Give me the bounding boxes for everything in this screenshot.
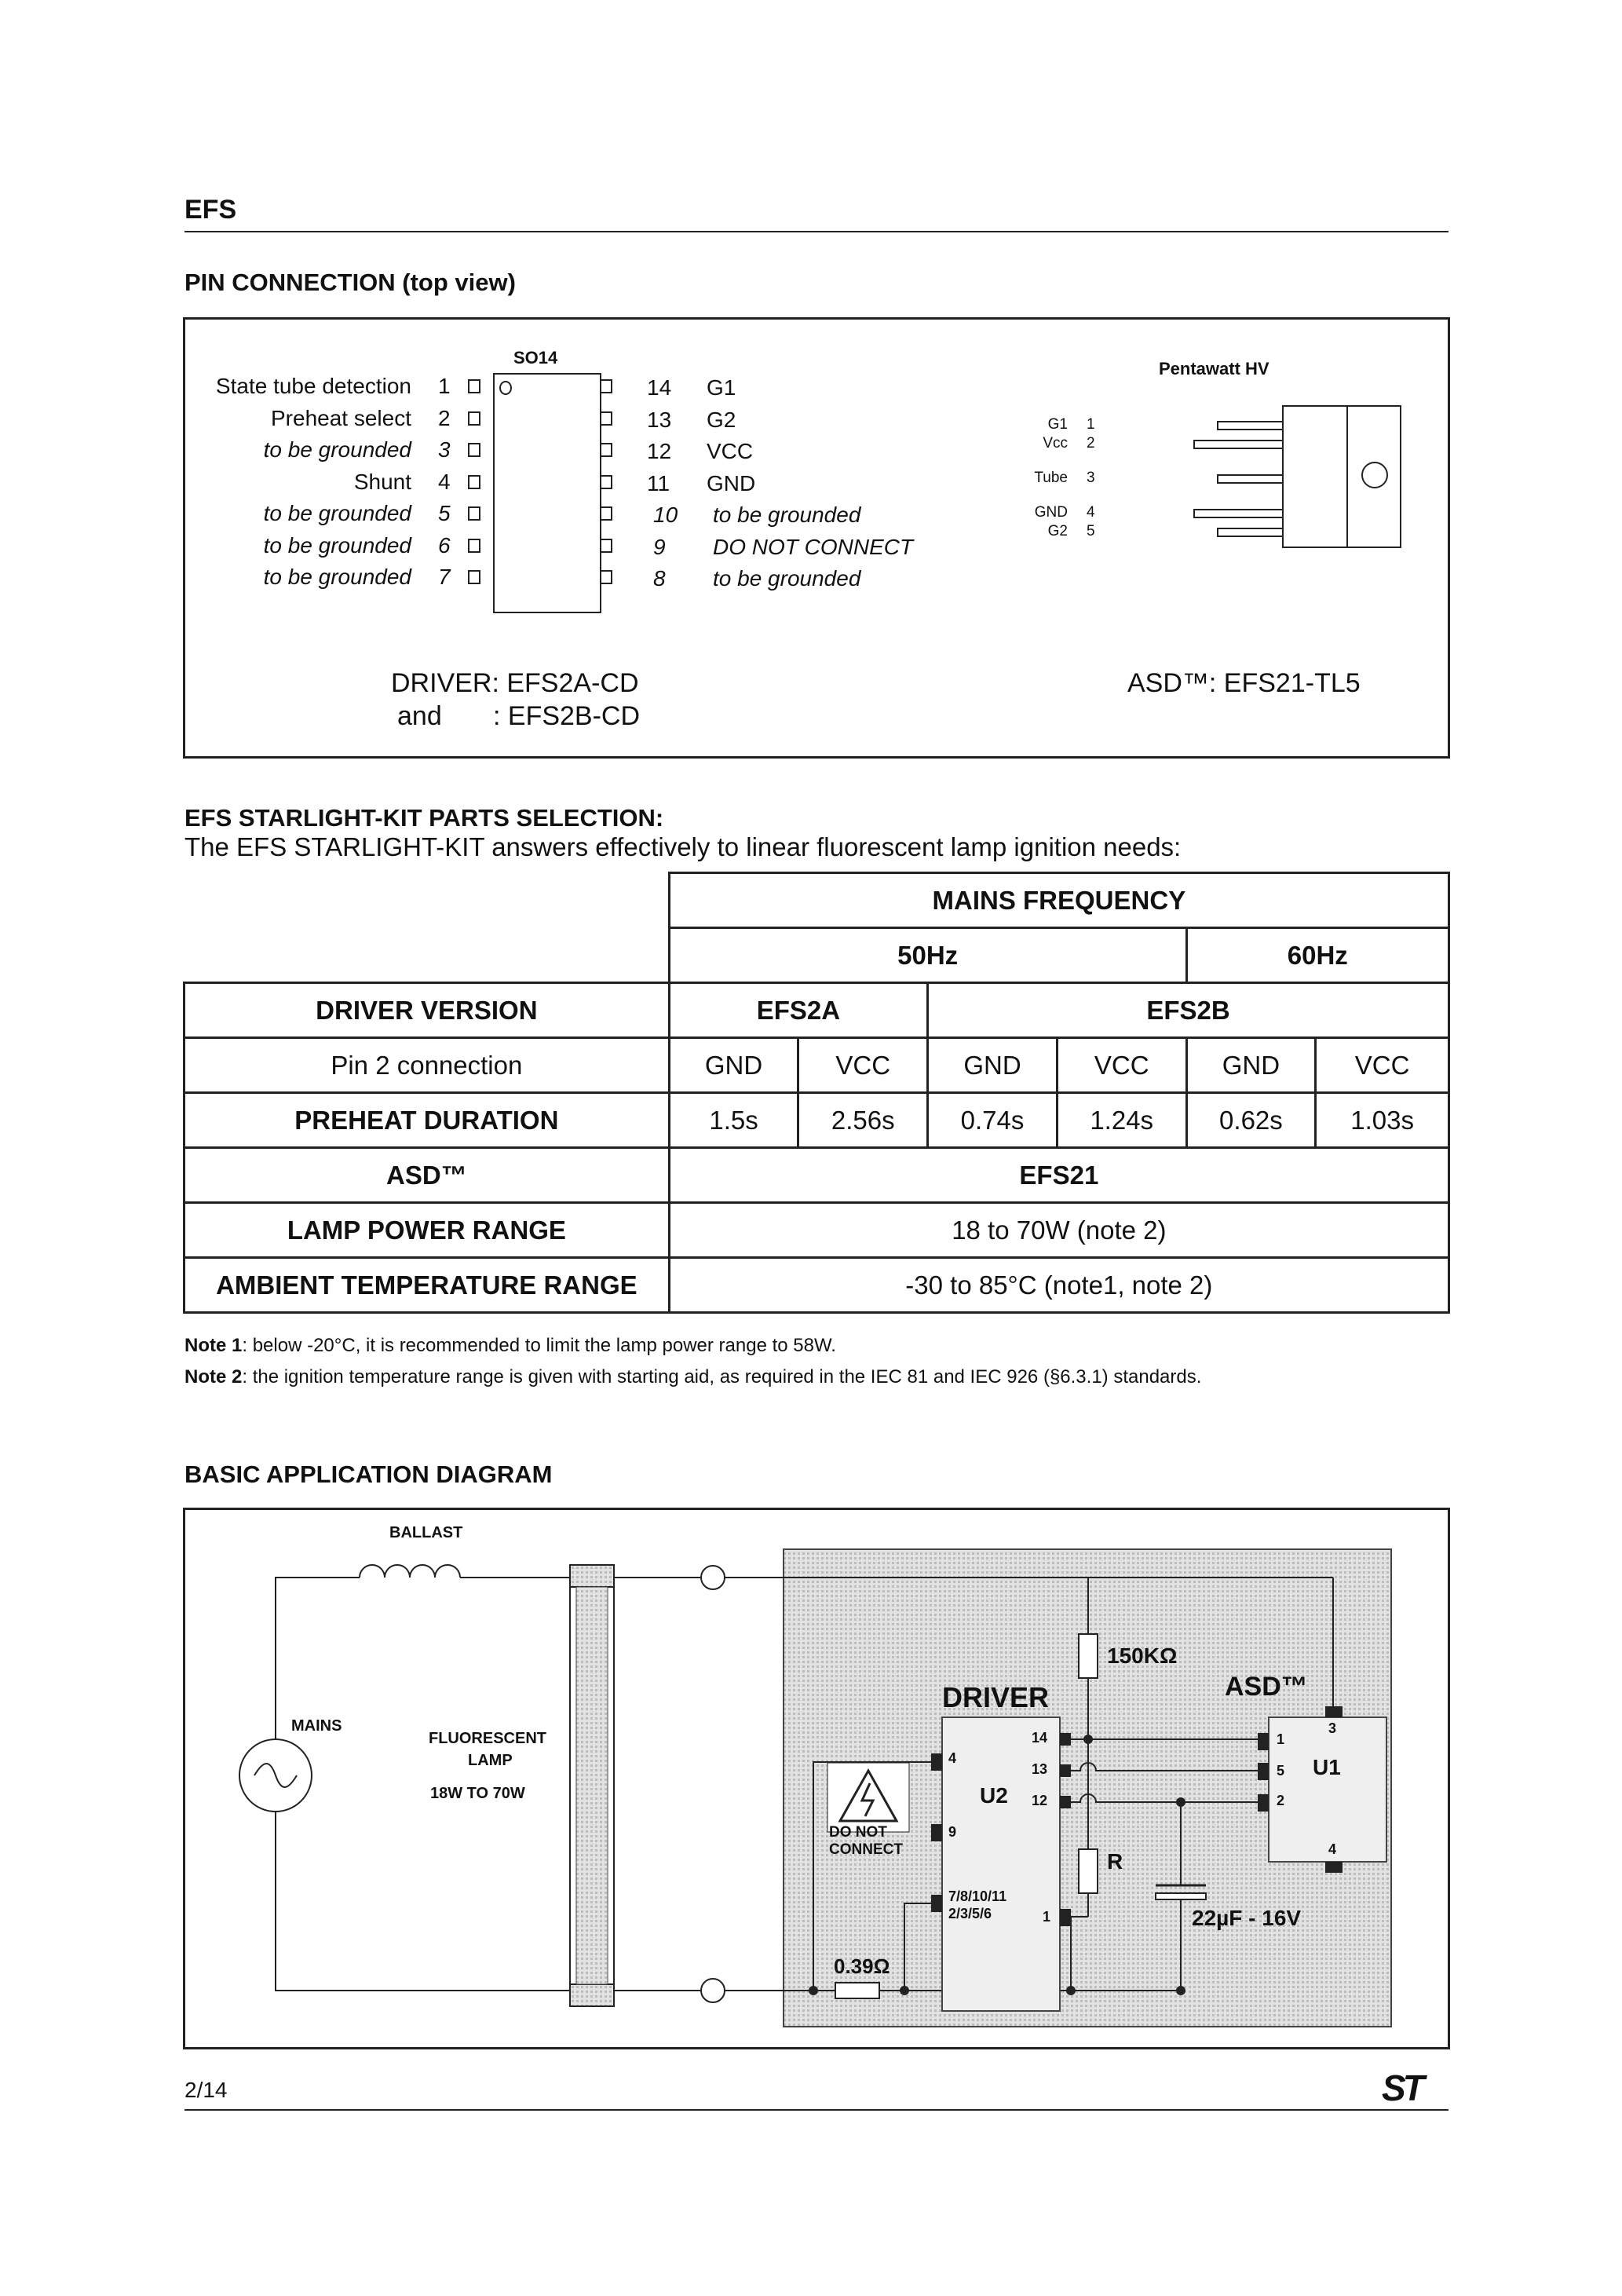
- so14-pin-lead: [600, 379, 612, 393]
- mains-label: MAINS: [291, 1717, 342, 1735]
- so14-left-pin-number: 6: [438, 532, 451, 558]
- so14-right-pin-label: GND: [707, 470, 756, 495]
- note-2: [184, 1366, 1201, 1388]
- so14-pin-lead: [600, 539, 612, 553]
- pentawatt-pin-number: 4: [1087, 504, 1095, 521]
- so14-right-pin-number: 9: [653, 534, 666, 559]
- so14-label: SO14: [513, 348, 558, 367]
- note-2-text: : the ignition temperature range is given with starting aid, as required in the IEC 81 and IEC 926 (§6.3.1) standards.: [242, 1366, 1202, 1387]
- lamp-label-3: 18W TO 70W: [430, 1785, 525, 1802]
- table-row: [184, 1203, 1449, 1258]
- pentawatt-pin-label: G2: [1047, 523, 1068, 539]
- pin2-value: VCC: [1316, 1038, 1449, 1093]
- so14-left-pin-number: 1: [438, 374, 451, 398]
- so14-right-pin-label: G1: [707, 375, 736, 400]
- table-row: [184, 873, 1449, 928]
- parts-intro: The EFS STARLIGHT-KIT answers effectively to linear fluorescent lamp ignition needs:: [184, 832, 1182, 861]
- asd-label: ASD™: [1225, 1672, 1308, 1702]
- table-row: [184, 1258, 1449, 1313]
- note-1: [184, 1335, 836, 1357]
- so14-left-pin-number: 7: [438, 565, 451, 589]
- driver-pin-12: 12: [1032, 1793, 1048, 1808]
- so14-right-pin-label: G2: [707, 407, 736, 432]
- shunt-resistor-label: 0.39Ω: [834, 1954, 890, 1978]
- ambient-temp-value: -30 to 85°C (note1, note 2): [669, 1258, 1448, 1313]
- driver-version-label: DRIVER VERSION: [184, 983, 670, 1038]
- lamp-power-value: 18 to 70W (note 2): [669, 1203, 1448, 1258]
- preheat-value: 2.56s: [798, 1093, 928, 1148]
- mains-frequency-header: MAINS FREQUENCY: [669, 873, 1448, 928]
- so14-right-pin-number: 12: [647, 439, 672, 463]
- asd-row-label: ASD™: [184, 1148, 670, 1203]
- lamp-power-label: LAMP POWER RANGE: [184, 1203, 670, 1258]
- driver-pin-1: 1: [1043, 1909, 1051, 1925]
- so14-pin-lead: [600, 443, 612, 457]
- lamp-label-1: FLUORESCENT: [429, 1730, 546, 1747]
- resistor-r-label: R: [1107, 1849, 1123, 1874]
- so14-pin-lead: [468, 443, 480, 457]
- asd-pin-5: 5: [1277, 1763, 1285, 1779]
- diagram-box: [183, 1508, 1450, 2049]
- so14-pin-lead: [600, 570, 612, 584]
- so14-left-pin-label: Preheat select: [271, 405, 411, 430]
- asd-pin-2: 2: [1277, 1793, 1285, 1808]
- preheat-value: 1.24s: [1057, 1093, 1186, 1148]
- page-number: 2/14: [184, 2078, 228, 2102]
- table-row: [184, 1148, 1449, 1203]
- so14-left-pin-number: 2: [438, 405, 451, 430]
- pin-connection-box: [183, 317, 1450, 759]
- pin2-value: GND: [928, 1038, 1058, 1093]
- pentawatt-pin-label: Tube: [1034, 470, 1068, 486]
- so14-right-pin-number: 13: [647, 407, 672, 432]
- driver-label: DRIVER: [942, 1681, 1050, 1713]
- driver-line-2-and: and: [397, 701, 442, 731]
- so14-pin-lead: [600, 411, 612, 426]
- pin1-marker-icon: [499, 381, 512, 395]
- capacitor-label: 22µF - 16V: [1192, 1906, 1302, 1930]
- st-logo: ST: [1382, 2067, 1422, 2108]
- driver-line-1: DRIVER: EFS2A-CD: [391, 668, 639, 698]
- note-1-text: : below -20°C, it is recommended to limit the lamp power range to 58W.: [242, 1335, 836, 1356]
- driver-pin-14: 14: [1032, 1730, 1048, 1746]
- so14-pin-lead: [600, 506, 612, 521]
- driver-pin-9: 9: [948, 1824, 957, 1840]
- asd-pin-4: 4: [1328, 1841, 1337, 1857]
- note-1-key: Note 1: [184, 1335, 243, 1356]
- driver-pin-4: 4: [948, 1750, 957, 1766]
- preheat-value: 0.74s: [928, 1093, 1058, 1148]
- parts-heading: EFS STARLIGHT-KIT PARTS SELECTION:: [184, 804, 664, 832]
- pentawatt-pin-number: 1: [1087, 416, 1095, 433]
- do-not-connect-2: CONNECT: [829, 1841, 903, 1858]
- so14-pin-lead: [468, 570, 480, 584]
- driver-pin-13: 13: [1032, 1761, 1048, 1777]
- so14-right-pin-label: to be grounded: [713, 503, 861, 527]
- driver-pin-group-2: 2/3/5/6: [948, 1906, 992, 1921]
- so14-left-pin-label: to be grounded: [263, 532, 411, 558]
- so14-left-pin-label: to be grounded: [263, 565, 411, 589]
- table-blank-cell: [184, 873, 670, 983]
- so14-left-pin-number: 5: [438, 501, 451, 525]
- asd-pin-3: 3: [1328, 1720, 1337, 1736]
- efs2a-cell: EFS2A: [669, 983, 927, 1038]
- so14-right-pin-label: VCC: [707, 439, 754, 463]
- so14-right-pin-number: 11: [647, 470, 670, 495]
- pin2-connection-label: Pin 2 connection: [184, 1038, 670, 1093]
- so14-right-pin-label: DO NOT CONNECT: [713, 534, 914, 559]
- so14-left-pin-number: 4: [438, 469, 451, 494]
- note-2-key: Note 2: [184, 1366, 243, 1387]
- so14-left-pin-label: to be grounded: [263, 437, 411, 462]
- preheat-duration-label: PREHEAT DURATION: [184, 1093, 670, 1148]
- so14-package: [493, 373, 601, 613]
- pentawatt-pin-number: 3: [1087, 470, 1095, 486]
- pentawatt-label: Pentawatt HV: [1159, 359, 1269, 378]
- do-not-connect-1: DO NOT: [829, 1824, 887, 1841]
- driver-pin-group-1: 7/8/10/11: [948, 1888, 1007, 1904]
- pentawatt-pin-label: Vcc: [1043, 435, 1068, 452]
- u1-label: U1: [1313, 1755, 1341, 1779]
- u2-label: U2: [980, 1783, 1008, 1808]
- so14-right-pin-number: 10: [653, 503, 678, 527]
- document-header-title: EFS: [184, 195, 237, 225]
- pentawatt-pin-number: 2: [1087, 435, 1095, 452]
- preheat-value: 1.5s: [669, 1093, 798, 1148]
- pentawatt-package: [1017, 390, 1457, 563]
- so14-pin-lead: [468, 475, 480, 489]
- freq-60-header: 60Hz: [1186, 928, 1448, 983]
- so14-left-pin-label: to be grounded: [263, 501, 411, 525]
- header-rule: [184, 231, 1448, 232]
- table-row: [184, 1038, 1449, 1093]
- asd-row-value: EFS21: [669, 1148, 1448, 1203]
- so14-pin-lead: [468, 379, 480, 393]
- application-diagram: [185, 1510, 1448, 2047]
- so14-pin-lead: [600, 475, 612, 489]
- pin-connection-heading: PIN CONNECTION (top view): [184, 269, 516, 296]
- pin2-value: GND: [669, 1038, 798, 1093]
- pentawatt-pin-label: GND: [1034, 504, 1068, 521]
- so14-left-pin-number: 3: [438, 437, 451, 462]
- preheat-value: 0.62s: [1186, 1093, 1316, 1148]
- freq-50-header: 50Hz: [669, 928, 1186, 983]
- so14-left-pin-label: Shunt: [353, 469, 411, 494]
- driver-line-2-part: : EFS2B-CD: [493, 701, 641, 731]
- ambient-temp-label: AMBIENT TEMPERATURE RANGE: [184, 1258, 670, 1313]
- lamp-label-2: LAMP: [468, 1752, 513, 1769]
- table-row: [184, 1093, 1449, 1148]
- ballast-label: BALLAST: [389, 1524, 463, 1541]
- asd-line: ASD™: EFS21-TL5: [1127, 668, 1361, 698]
- pin2-value: VCC: [1057, 1038, 1186, 1093]
- so14-right-pin-number: 14: [647, 375, 672, 400]
- diagram-heading: BASIC APPLICATION DIAGRAM: [184, 1461, 553, 1488]
- table-row: [184, 983, 1449, 1038]
- footer-rule: [184, 2109, 1448, 2111]
- pin2-value: VCC: [798, 1038, 928, 1093]
- so14-left-pin-label: State tube detection: [215, 374, 411, 398]
- so14-right-pin-number: 8: [653, 566, 666, 590]
- efs2b-cell: EFS2B: [928, 983, 1449, 1038]
- so14-pin-lead: [468, 411, 480, 426]
- pentawatt-pin-label: G1: [1047, 416, 1068, 433]
- pentawatt-pin-number: 5: [1087, 523, 1095, 539]
- asd-pin-1: 1: [1277, 1731, 1285, 1747]
- preheat-value: 1.03s: [1316, 1093, 1449, 1148]
- so14-pin-lead: [468, 539, 480, 553]
- so14-pin-lead: [468, 506, 480, 521]
- pin2-value: GND: [1186, 1038, 1316, 1093]
- resistor-150k-label: 150KΩ: [1107, 1643, 1178, 1668]
- parts-table: [183, 872, 1450, 1314]
- so14-right-pin-label: to be grounded: [713, 566, 861, 590]
